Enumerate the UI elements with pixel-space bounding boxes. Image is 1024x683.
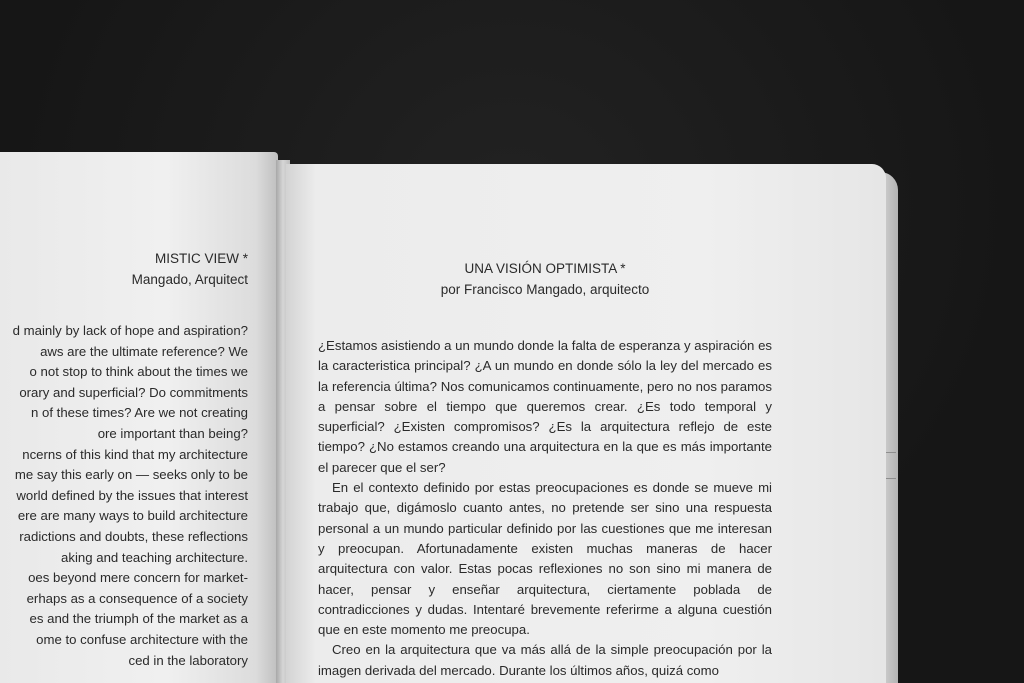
left-body-line: d mainly by lack of hope and aspiration? <box>12 323 248 338</box>
left-body-line: ced in the laboratory <box>128 652 248 668</box>
left-body-line: ore important than being? <box>97 425 248 441</box>
paragraph-3: Creo en la arquitectura que va más allá de la simple preocupación por la imagen derivada del mercado. Durante los últimos años, quizá como <box>318 642 772 678</box>
left-page-title <box>0 248 248 290</box>
left-author-line: Mangado, Arquitect <box>131 272 248 287</box>
left-body-line: aws are the ultimate reference? We <box>40 343 248 359</box>
left-body-line: o not stop to think about the times we <box>29 364 248 380</box>
left-page-body <box>0 321 248 671</box>
left-body-line: me say this early on — seeks only to be <box>14 467 248 483</box>
left-body-line: aking and teaching architecture. <box>61 549 248 565</box>
right-page-text <box>318 258 772 681</box>
right-page-title: UNA VISIÓN OPTIMISTA * <box>464 261 626 276</box>
right-page-author: por Francisco Mangado, arquitecto <box>440 282 650 297</box>
left-body-line: ome to confuse architecture with the <box>36 631 248 647</box>
left-page <box>0 152 278 683</box>
right-page <box>286 164 886 683</box>
left-body-line: radictions and doubts, these reflections <box>19 528 248 544</box>
left-body-line: orary and superficial? Do commitments <box>19 384 248 400</box>
left-page-text <box>0 248 248 671</box>
left-body-line: n of these times? Are we not creating <box>31 405 248 421</box>
left-body-line: world defined by the issues that interest <box>16 487 248 503</box>
paragraph-2: En el contexto definido por estas preocupaciones es donde se mueve mi trabajo que, digámoslo cuanto antes, no pretende ser sino una respuesta personal a un mundo particular definido por las cuestiones que me interesan y preocupan. Afortunadamente existen muchas maneras de hacer arquitectura con valor. Estas pocas reflexiones no son sino mi manera de hacer, pensar y enseñar arquitectura, ciertamente poblada de contradicciones y dudas. Intentaré brevemente referirme a alguna cuestión que en este momento me preocupa. <box>318 480 772 638</box>
right-page-body <box>318 336 772 681</box>
left-body-line: ncerns of this kind that my architecture <box>22 446 248 462</box>
left-body-line: oes beyond mere concern for market- <box>28 570 248 586</box>
left-body-line: erhaps as a consequence of a society <box>26 590 248 606</box>
left-title-line: MISTIC VIEW * <box>154 251 248 266</box>
left-body-line: ere are many ways to build architecture <box>17 508 248 524</box>
left-body-line: es and the triumph of the market as a <box>29 611 248 627</box>
right-page-heading <box>318 258 772 300</box>
paragraph-1: ¿Estamos asistiendo a un mundo donde la falta de esperanza y aspiración es la caracteristica principal? ¿A un mundo en donde sólo la ley del mercado es la referencia última? Nos comunicamos continuamente, pero no nos paramos a pensar sobre el tiempo que queremos crear. ¿Es todo temporal y superficial? ¿Existen compromisos? ¿Es la arquitectura reflejo de este tiempo? ¿No estamos creando una arquitectura en la que es más importante el parecer que el ser? <box>318 338 772 475</box>
